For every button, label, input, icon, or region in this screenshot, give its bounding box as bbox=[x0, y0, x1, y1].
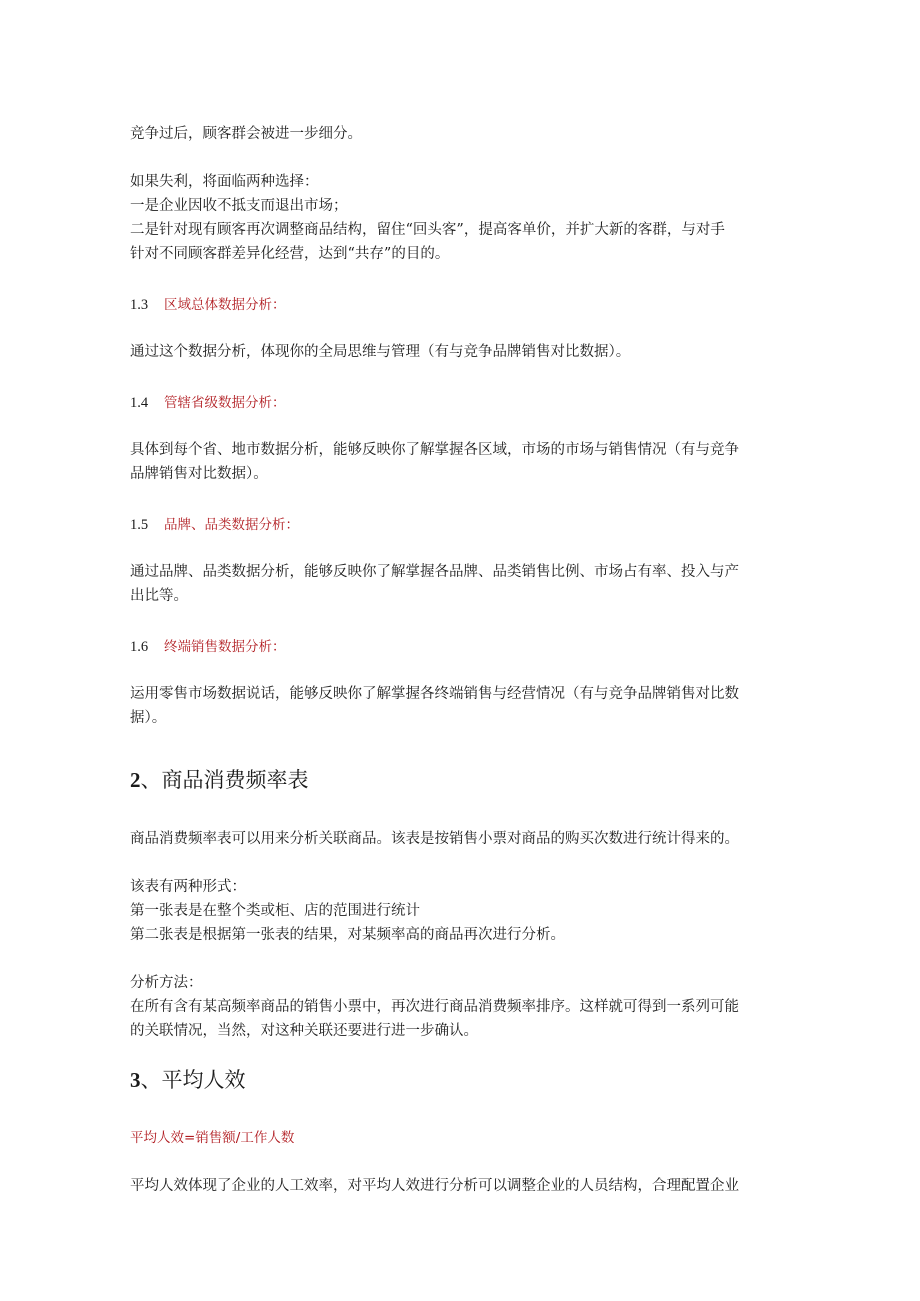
paragraph-line: 通过这个数据分析，体现你的全局思维与管理（有与竞争品牌销售对比数据）。 bbox=[130, 344, 631, 360]
paragraph-line: 二是针对现有顾客再次调整商品结构，留住“回头客”，提高客单价，并扩大新的客群，与对手 bbox=[130, 222, 725, 238]
section-number: 3 bbox=[130, 1068, 141, 1092]
subsection-heading bbox=[130, 515, 299, 535]
paragraph-line: 第二张表是根据第一张表的结果，对某频率高的商品再次进行分析。 bbox=[130, 927, 565, 943]
subsection-title: 终端销售数据分析： bbox=[164, 639, 286, 655]
paragraph-line: 品牌销售对比数据）。 bbox=[130, 466, 268, 482]
paragraph-line: 如果失利，将面临两种选择： bbox=[130, 174, 319, 190]
paragraph-line: 据）。 bbox=[130, 710, 167, 726]
paragraph-line: 具体到每个省、地市数据分析，能够反映你了解掌握各区域，市场的市场与销售情况（有与竞争 bbox=[130, 442, 739, 458]
paragraph-line: 平均人效体现了企业的人工效率，对平均人效进行分析可以调整企业的人员结构，合理配置企业 bbox=[130, 1178, 739, 1194]
paragraph-line: 运用零售市场数据说话，能够反映你了解掌握各终端销售与经营情况（有与竞争品牌销售对比数 bbox=[130, 686, 739, 702]
section-title: 、平均人效 bbox=[140, 1068, 246, 1092]
subsection-number: 1.5 bbox=[130, 517, 149, 533]
paragraph-line: 出比等。 bbox=[130, 588, 188, 604]
subsection-title: 品牌、品类数据分析： bbox=[164, 517, 299, 533]
subsection-heading bbox=[130, 295, 286, 315]
paragraph-line: 针对不同顾客群差异化经营，达到“共存”的目的。 bbox=[130, 246, 450, 262]
subsection-number: 1.6 bbox=[130, 639, 149, 655]
paragraph-line: 该表有两种形式： bbox=[130, 879, 246, 895]
section-number: 2 bbox=[130, 768, 141, 792]
subsection-heading bbox=[130, 637, 286, 657]
paragraph-line: 竞争过后，顾客群会被进一步细分。 bbox=[130, 126, 362, 142]
section-title: 、商品消费频率表 bbox=[140, 768, 309, 792]
formula-text: 平均人效=销售额/工作人数 bbox=[130, 1130, 295, 1146]
subsection-number: 1.3 bbox=[130, 297, 149, 313]
subsection-title: 管辖省级数据分析： bbox=[164, 395, 286, 411]
subsection-title: 区域总体数据分析： bbox=[164, 297, 286, 313]
paragraph-line: 通过品牌、品类数据分析，能够反映你了解掌握各品牌、品类销售比例、市场占有率、投入与产 bbox=[130, 564, 739, 580]
paragraph-line: 一是企业因收不抵支而退出市场； bbox=[130, 198, 348, 214]
section-heading bbox=[130, 766, 309, 794]
paragraph-line: 在所有含有某高频率商品的销售小票中，再次进行商品消费频率排序。这样就可得到一系列可能 bbox=[130, 999, 739, 1015]
subsection-number: 1.4 bbox=[130, 395, 149, 411]
paragraph-line: 商品消费频率表可以用来分析关联商品。该表是按销售小票对商品的购买次数进行统计得来的。 bbox=[130, 831, 739, 847]
section-heading bbox=[130, 1066, 246, 1094]
subsection-heading bbox=[130, 393, 286, 413]
paragraph-line: 分析方法： bbox=[130, 975, 203, 991]
paragraph-line: 的关联情况，当然，对这种关联还要进行进一步确认。 bbox=[130, 1023, 478, 1039]
paragraph-line: 第一张表是在整个类或柜、店的范围进行统计 bbox=[130, 903, 420, 919]
